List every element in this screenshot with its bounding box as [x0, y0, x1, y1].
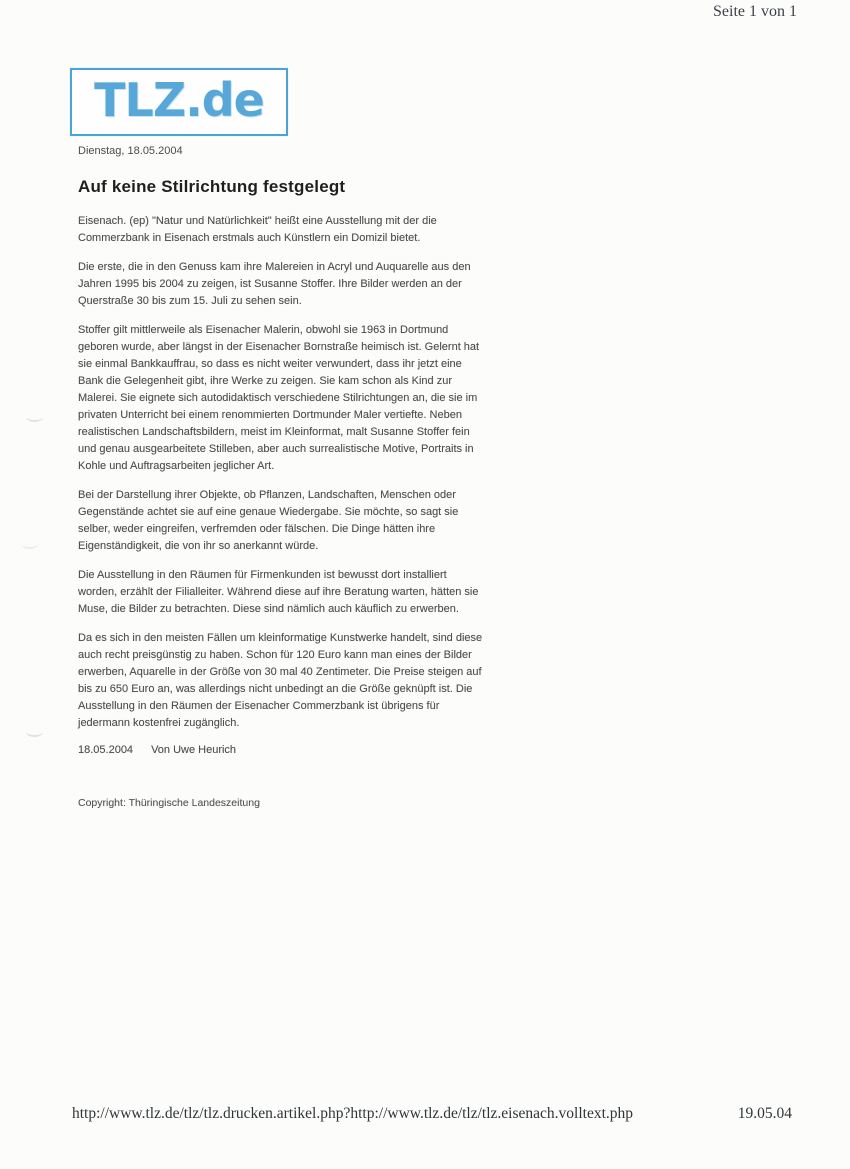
article-paragraph: Die erste, die in den Genuss kam ihre Malereien in Acryl und Auquarelle aus den Jahren 1995 bis 2004 zu zeigen, ist Susanne Stoffer. Ihre Bilder werden an der Querstraße 30 bis zum 15. Juli zu sehen sein. — [78, 261, 471, 307]
article-title: Auf keine Stilrichtung festgelegt — [78, 177, 346, 196]
article-paragraph: Stoffer gilt mittlerweile als Eisenacher Malerin, obwohl sie 1963 in Dortmund geboren wurde, aber längst in der Eisenacher Bornstraße heimisch ist. Gelernt hat sie einmal Bankkauffrau, so dass es nicht weiter verwundert, dass ihr jetzt eine Bank die Gelegenheit gibt, ihre Werke zu zeigen. Sie kam schon als Kind zur Malerei. Sie eignete sich autodidaktisch verschiedene Stilrichtungen an, die sie im privaten Unterricht bei einem renommierten Dortmunder Maler vertiefte. Neben realistischen Landschaftsbildern, meist im Kleinformat, malt Susanne Stoffer fein und genau ausgearbeitete Stilleben, aber auch surrealistische Motive, Portraits in Kohle und Auftragsarbeiten jeglicher Art. — [78, 324, 480, 472]
article-body — [78, 177, 486, 809]
byline-date: 18.05.2004 — [78, 744, 134, 756]
article-paragraph: Die Ausstellung in den Räumen für Firmenkunden ist bewusst dort installiert worden, erzählt der Filialleiter. Während diese auf ihre Beratung warten, hätten sie Muse, die Bilder zu betrachten. Diese sind nämlich auch käuflich zu erwerben. — [78, 569, 479, 615]
footer-url: http://www.tlz.de/tlz/tlz.drucken.artikel.php?http://www.tlz.de/tlz/tlz.eisenach.volltext.php — [72, 1105, 634, 1122]
article-paragraph: Eisenach. (ep) "Natur und Natürlichkeit" heißt eine Ausstellung mit der die Commerzbank in Eisenach erstmals auch Künstlern ein Domizil bietet. — [78, 215, 437, 244]
copyright-notice: Copyright: Thüringische Landeszeitung — [78, 797, 260, 809]
scan-artifact — [21, 539, 38, 549]
article-paragraph: Da es sich in den meisten Fällen um kleinformatige Kunstwerke handelt, sind diese auch recht preisgünstig zu haben. Schon für 120 Euro kann man eines der Bilder erwerben, Aquarelle in der Größe von 30 mal 40 Zentimeter. Die Preise steigen auf bis zu 650 Euro an, was allerdings nicht unbedingt an die Größe geknüpft ist. Die Ausstellung in den Räumen der Eisenacher Commerzbank ist übrigens für jedermann kostenfrei zugänglich. — [78, 632, 483, 729]
footer-print-date: 19.05.04 — [737, 1105, 792, 1122]
article-paragraph: Bei der Darstellung ihrer Objekte, ob Pflanzen, Landschaften, Menschen oder Gegenstände achtet sie auf eine genaue Wiedergabe. Sie möchte, so sagt sie selber, weder eingreifen, verfremden oder fälschen. Die Dinge hätten ihre Eigenständigkeit, die von ihr so anerkannt würde. — [78, 489, 459, 552]
scan-artifact — [26, 412, 43, 422]
byline-author: Von Uwe Heurich — [151, 744, 237, 756]
article-date-line: Dienstag, 18.05.2004 — [78, 145, 183, 157]
tlz-logo-text: TLZ.de — [94, 73, 264, 127]
scan-artifact — [26, 727, 43, 737]
article-byline — [78, 744, 486, 756]
print-page-number: Seite 1 von 1 — [713, 3, 797, 20]
print-footer — [72, 1105, 792, 1123]
tlz-logo — [70, 68, 288, 136]
